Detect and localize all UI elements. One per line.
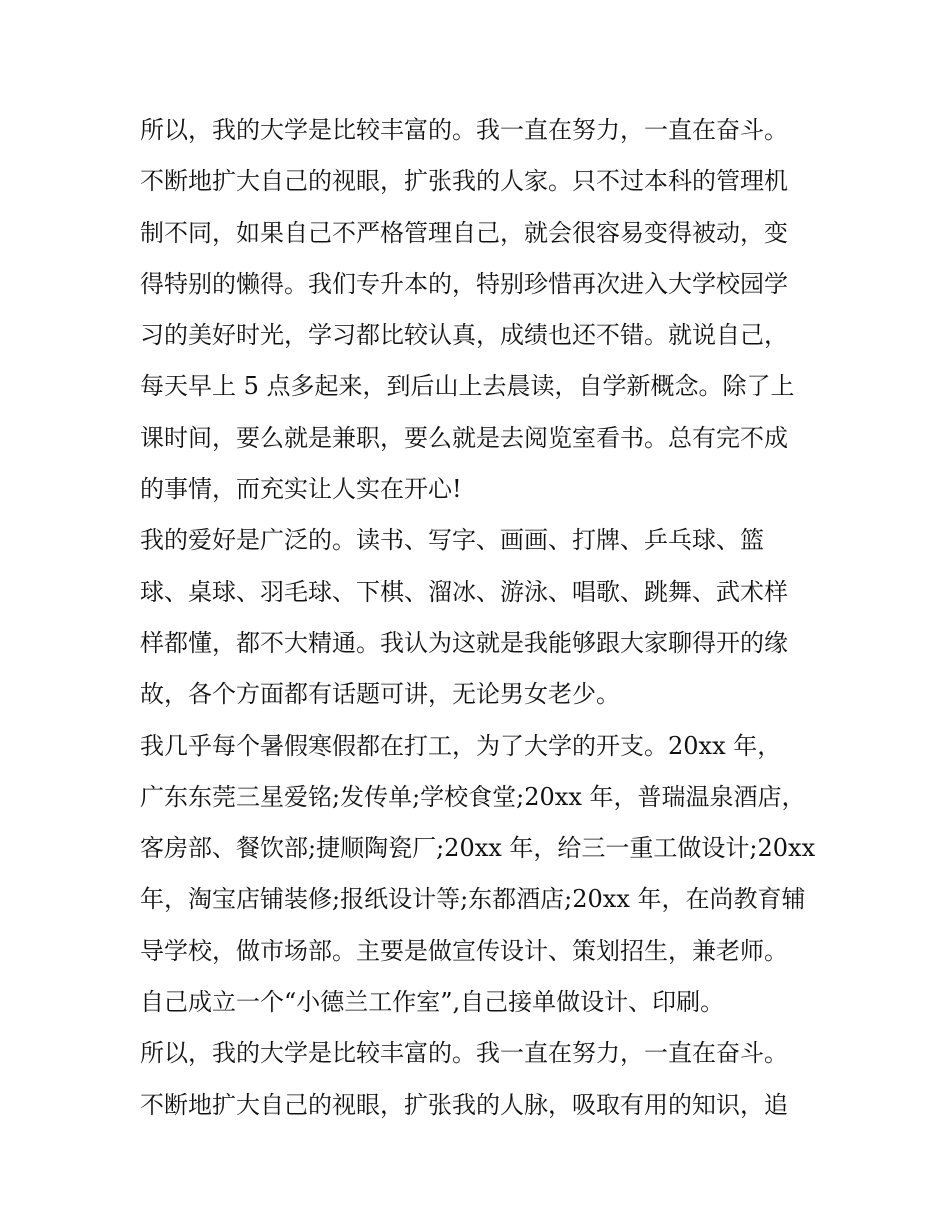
text-line: 我的爱好是广泛的。读书、写字、画画、打牌、乒乓球、篮: [140, 526, 764, 555]
text-line: 的事情，而充实让人实在开心!: [140, 475, 462, 504]
text-line: 所以，我的大学是比较丰富的。我一直在努力，一直在奋斗。: [140, 116, 788, 144]
text-line: 制不同，如果自己不严格管理自己，就会很容易变得被动，变: [140, 218, 788, 247]
text-line: 课时间，要么就是兼职，要么就是去阅览室看书。总有完不成: [140, 423, 788, 452]
text-line: 导学校，做市场部。主要是做宣传设计、策划招生，兼老师。: [140, 936, 788, 965]
text-line: 客房部、餐饮部;捷顺陶瓷厂;20xx 年，给三一重工做设计;20xx: [140, 834, 816, 863]
text-line: 得特别的懒得。我们专升本的，特别珍惜再次进入大学校园学: [140, 269, 788, 298]
text-line: 球、桌球、羽毛球、下棋、溜冰、游泳、唱歌、跳舞、武术样: [140, 577, 788, 606]
document-body: [140, 105, 830, 1131]
text-line: 样都懂，都不大精通。我认为这就是我能够跟大家聊得开的缘: [140, 628, 788, 657]
text-line: 广东东莞三星爱铭;发传单;学校食堂;20xx 年，普瑞温泉酒店，: [140, 782, 806, 811]
text-line: 所以，我的大学是比较丰富的。我一直在努力，一直在奋斗。: [140, 1039, 788, 1068]
text-line: 故，各个方面都有话题可讲，无论男女老少。: [140, 680, 620, 709]
text-line: 不断地扩大自己的视眼，扩张我的人家。只不过本科的管理机: [140, 167, 788, 196]
text-line: 年，淘宝店铺装修;报纸设计等;东都酒店;20xx 年，在尚教育辅: [140, 885, 806, 914]
text-line: 自己成立一个“小德兰工作室”,自己接单做设计、印刷。: [140, 988, 725, 1017]
text-line: 不断地扩大自己的视眼，扩张我的人脉，吸取有用的知识，追: [140, 1090, 788, 1119]
text-line: 习的美好时光，学习都比较认真，成绩也还不错。就说自己，: [140, 321, 788, 350]
text-line: 我几乎每个暑假寒假都在打工，为了大学的开支。20xx 年，: [140, 731, 782, 760]
text-line: 每天早上 5 点多起来，到后山上去晨读，自学新概念。除了上: [140, 372, 795, 401]
